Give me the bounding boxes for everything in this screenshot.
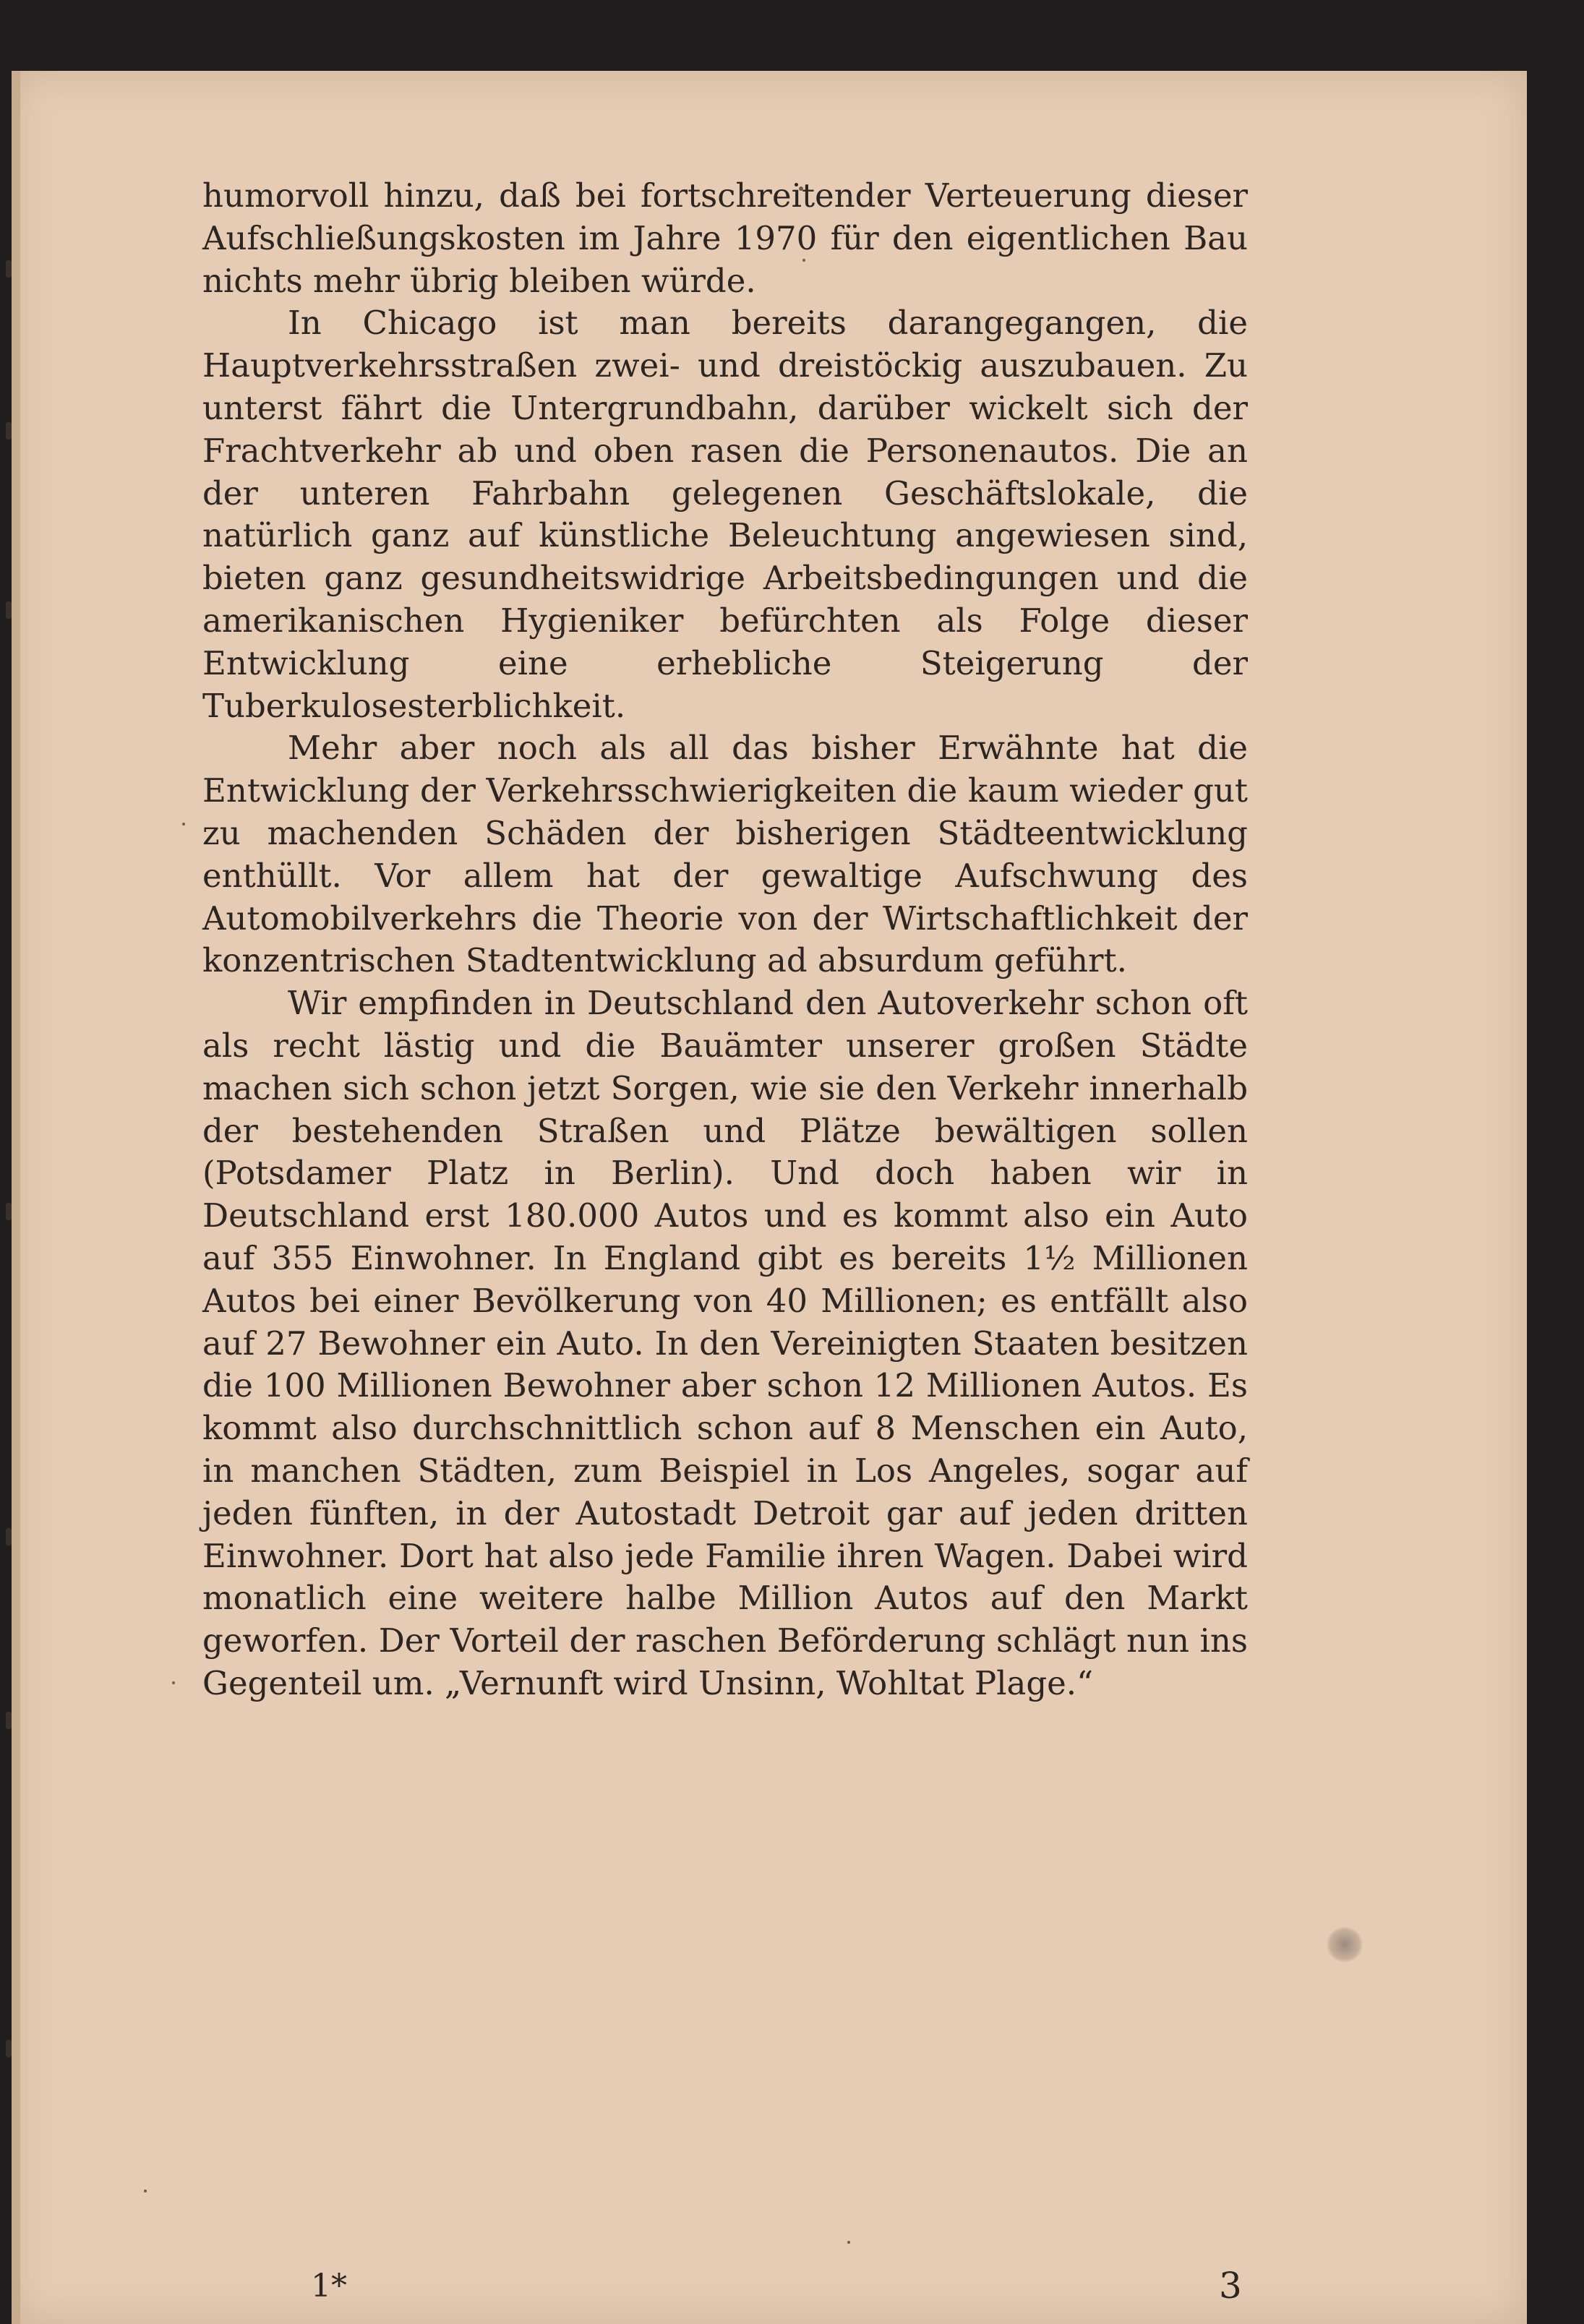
binding-mark	[6, 2040, 12, 2057]
binding-mark	[6, 260, 12, 278]
paper-speck	[847, 2241, 850, 2244]
paper-speck	[144, 2190, 147, 2192]
paragraph-2: In Chicago ist man bereits darangegangen, die Hauptverkehrsstraßen zwei- und dreistöckig auszubauen. Zu unterst fährt die Untergrundbahn, darüber wickelt sich der Frachtverkehr ab und oben rasen die Personenautos. Die an der unteren Fahrbahn gelegenen Geschäftslokale, die natürlich ganz auf künstliche Beleuchtung angewiesen sind, bieten ganz gesundheitswidrige Arbeitsbedingungen und die amerikanischen Hygieniker befürchten als Folge dieser Entwicklung eine erhebliche Steigerung der Tuberkulosesterblichkeit.	[202, 304, 1248, 725]
paragraph-1: humorvoll hinzu, daß bei fortschreitender Verteuerung dieser Aufschließungskosten im Jahre 1970 für den eigentlichen Bau nichts mehr übrig bleiben würde.	[202, 176, 1248, 300]
paper-speck	[172, 1681, 175, 1684]
page-number: 3	[1219, 2265, 1242, 2307]
paragraph-3: Mehr aber noch als all das bisher Erwähnte hat die Entwicklung der Verkehrsschwierigkeiten die kaum wieder gut zu machenden Schäden der bisherigen Städteentwicklung enthüllt. Vor allem hat der gewaltige Aufschwung des Automobilverkehrs die Theorie von der Wirtschaftlichkeit der konzentrischen Stadtentwicklung ad absurdum geführt.	[202, 729, 1248, 980]
paper-stain	[1326, 1927, 1363, 1962]
signature-mark: 1*	[311, 2268, 347, 2304]
page-edge	[12, 71, 20, 2324]
binding-mark	[6, 601, 12, 619]
binding-mark	[6, 1712, 12, 1729]
paper-speck	[182, 823, 185, 826]
body-text	[202, 175, 1248, 1705]
binding-mark	[6, 1528, 12, 1545]
binding-mark	[6, 1203, 12, 1220]
binding-mark	[6, 422, 12, 439]
paragraph-4: Wir empfinden in Deutschland den Autoverkehr schon oft als recht lästig und die Bauämter unserer großen Städte machen sich schon jetzt Sorgen, wie sie den Verkehr innerhalb der bestehenden Straßen und Plätze bewältigen sollen (Potsdamer Platz in Berlin). Und doch haben wir in Deutschland erst 180.000 Autos und es kommt also ein Auto auf 355 Einwohner. In England gibt es bereits 1½ Millionen Autos bei einer Bevölkerung von 40 Millionen; es entfällt also auf 27 Bewohner ein Auto. In den Vereinigten Staaten besitzen die 100 Millionen Bewohner aber schon 12 Millionen Autos. Es kommt also durchschnittlich schon auf 8 Menschen ein Auto, in manchen Städten, zum Beispiel in Los Angeles, sogar auf jeden fünften, in der Autostadt Detroit gar auf jeden dritten Einwohner. Dort hat also jede Familie ihren Wagen. Dabei wird monatlich eine weitere halbe Million Autos auf den Markt geworfen. Der Vorteil der raschen Beförderung schlägt nun ins Gegenteil um. „Vernunft wird Unsinn, Wohltat Plage.“	[202, 984, 1248, 1702]
